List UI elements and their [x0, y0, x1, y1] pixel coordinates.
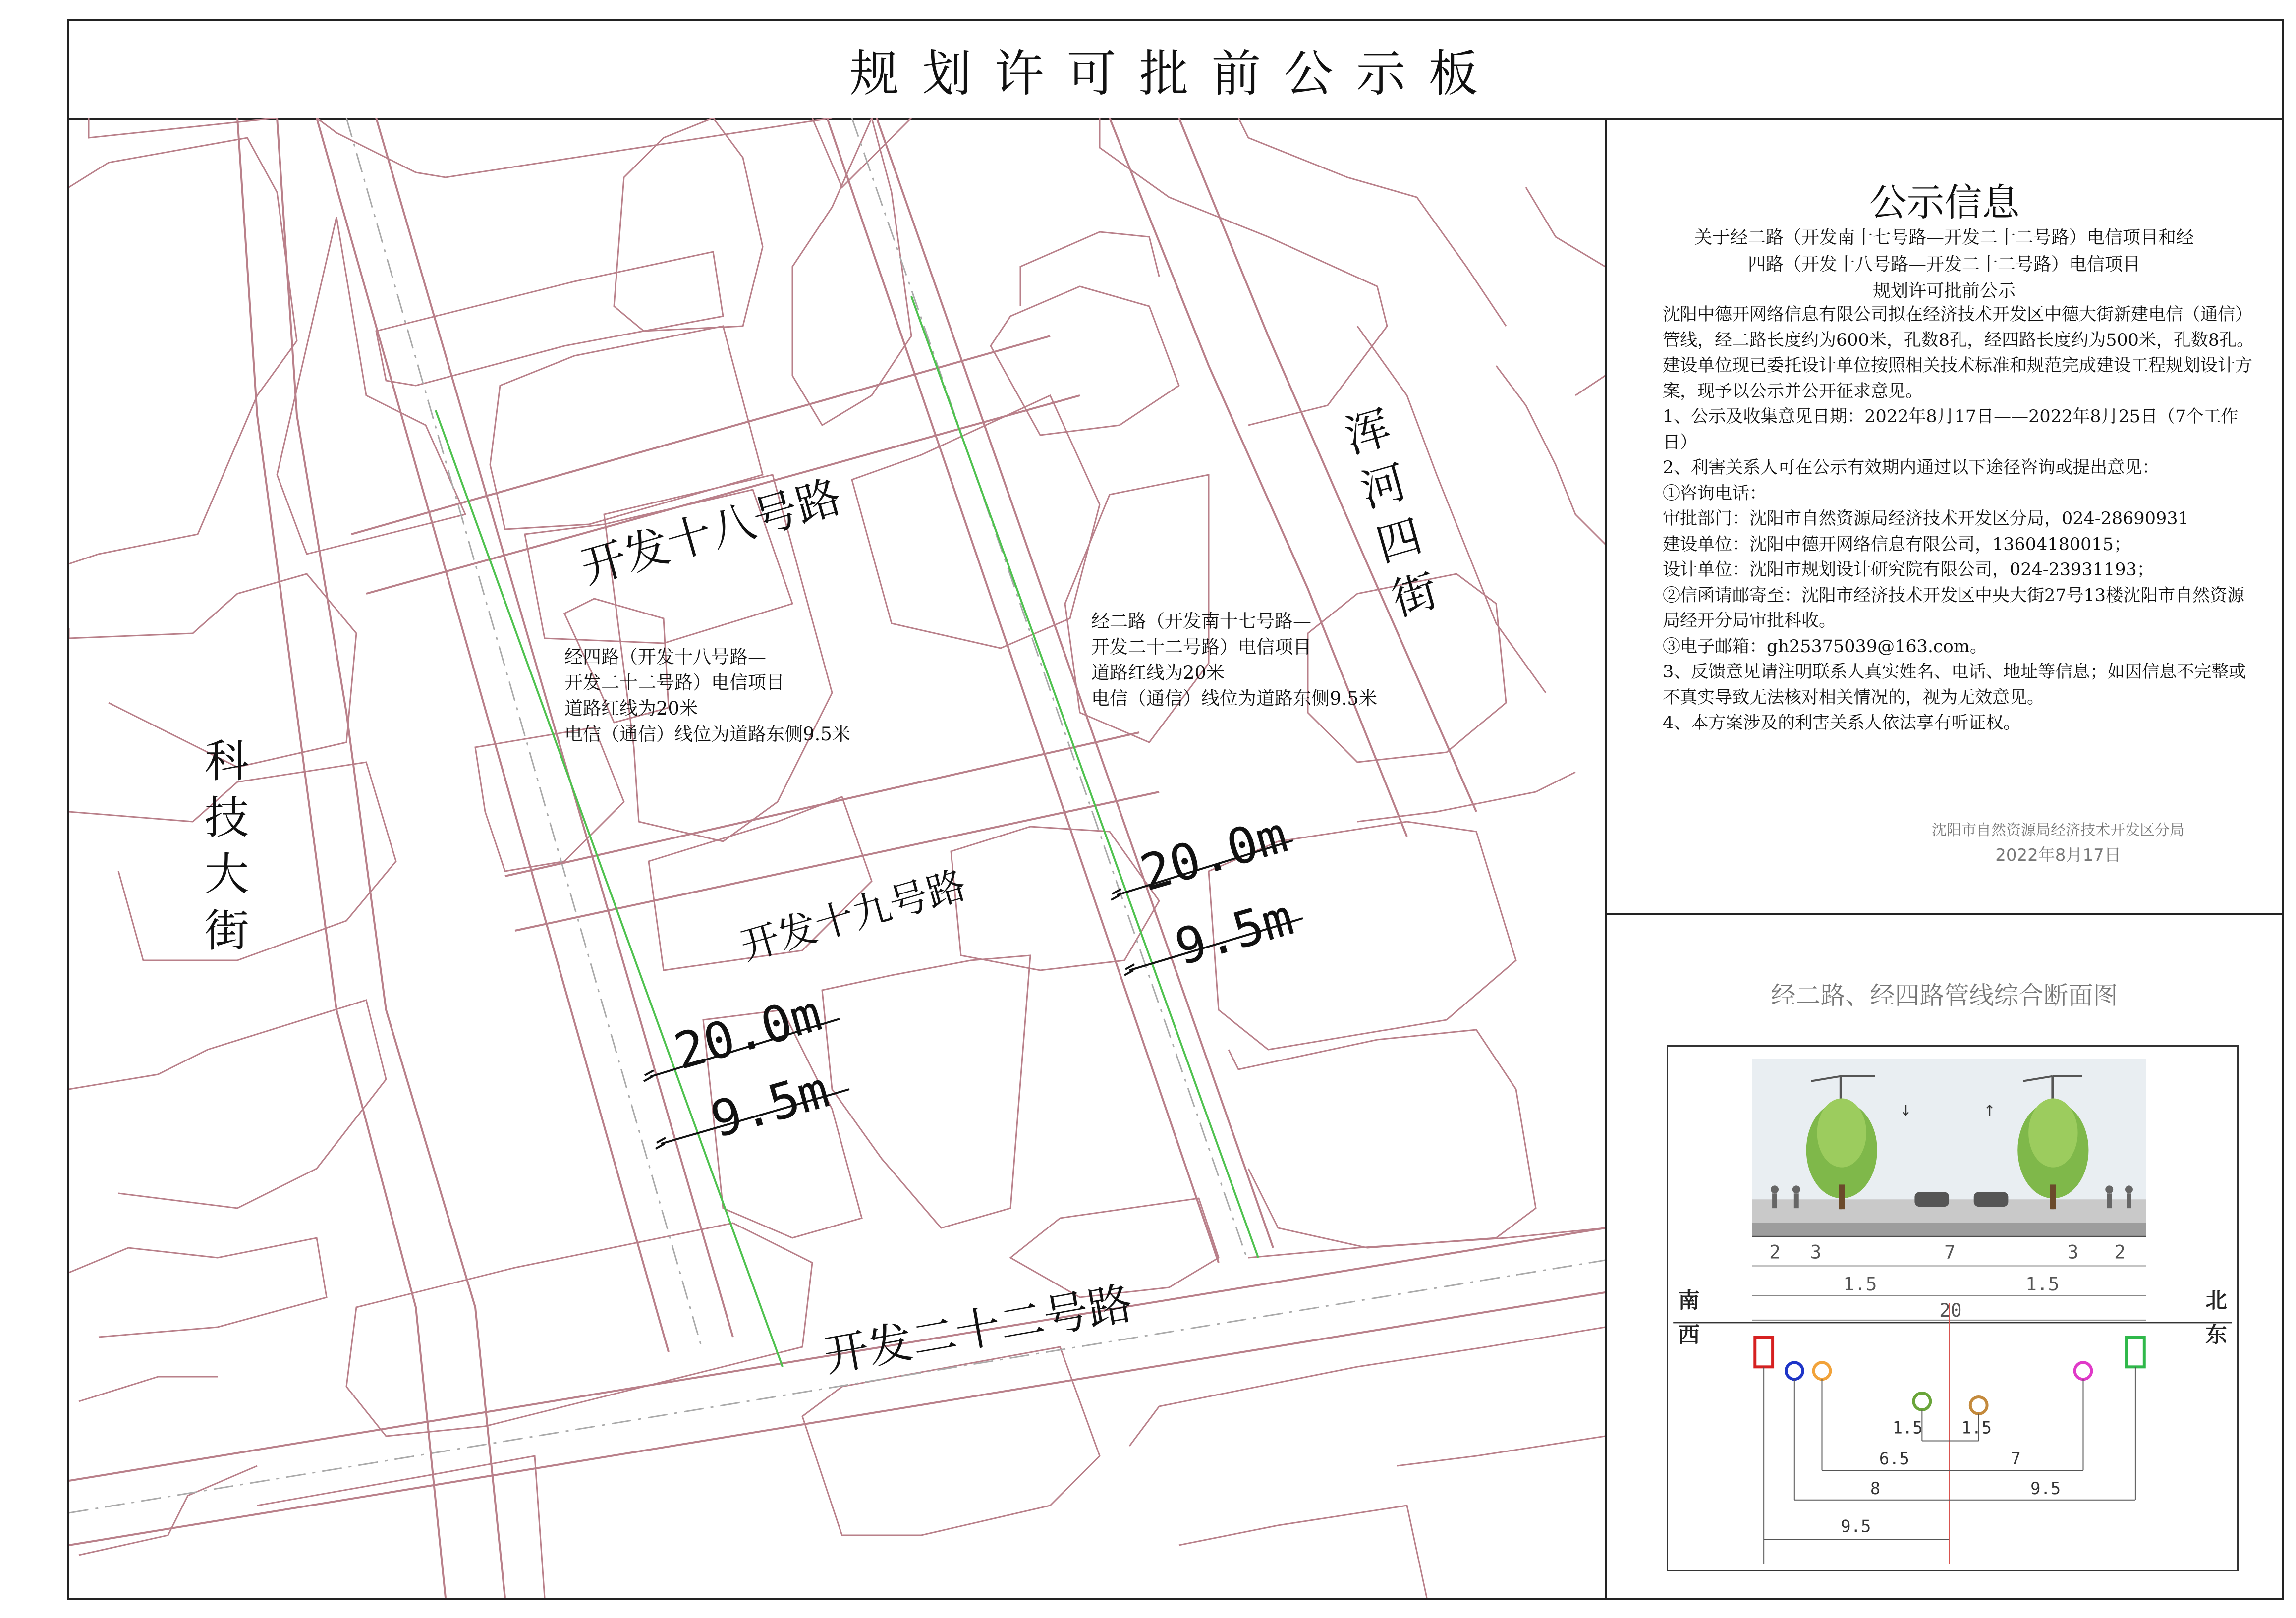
info-paragraph: ③电子邮箱：gh25375039@163.com。: [1663, 636, 1987, 657]
svg-text:1.5: 1.5: [2025, 1273, 2060, 1295]
issue-date: 2022年8月17日: [1995, 845, 2121, 865]
road-label-hunhe: 浑河四街: [1332, 403, 1445, 635]
svg-text:6.5: 6.5: [1879, 1449, 1909, 1469]
info-paragraph: 设计单位：沈阳市规划设计研究院有限公司，024-23931193；: [1663, 560, 2154, 580]
svg-text:开发二十二号路）电信项目: 开发二十二号路）电信项目: [564, 672, 784, 693]
dim-offset-left: 9.5m: [704, 1060, 836, 1150]
water-pipe-icon: [1786, 1362, 1803, 1379]
info-paragraph: 2、利害关系人可在公示有效期内通过以下途径咨询或提出意见：: [1663, 458, 2160, 478]
svg-text:1.5: 1.5: [1961, 1418, 1992, 1438]
info-paragraph: 审批部门：沈阳市自然资源局经济技术开发区分局，024-28690931: [1663, 509, 2189, 529]
road-label-kaifa22: 开发二十二号路: [820, 1277, 1137, 1383]
issuing-org: 沈阳市自然资源局经济技术开发区分局: [1932, 822, 2184, 839]
svg-text:1.5: 1.5: [1843, 1273, 1877, 1295]
heating-pipe-icon: [1970, 1397, 1987, 1414]
svg-text:9.5: 9.5: [1841, 1516, 1871, 1536]
info-paragraph: ①咨询电话：: [1663, 483, 1767, 503]
svg-text:道路红线为20米: 道路红线为20米: [564, 698, 698, 719]
svg-text:1.5: 1.5: [1892, 1418, 1923, 1438]
dir-south: 南: [1678, 1288, 1700, 1314]
svg-text:2: 2: [2114, 1241, 2126, 1263]
dim-width-right: 20.0m: [1134, 805, 1293, 903]
annotation-right: [1091, 611, 1377, 709]
road-label-kaifa19: 开发十九号路: [735, 862, 971, 970]
street-illustration: [1752, 1059, 2146, 1236]
car-icon: [1914, 1192, 1949, 1207]
info-panel: [1607, 118, 2282, 913]
annotation-left: [564, 646, 850, 745]
info-paragraph: 3、反馈意见请注明联系人真实姓名、电话、地址等信息；如因信息不完整或不真实导致无法核对相关情况的，视为无效意见。: [1663, 662, 2246, 708]
dim-width-left: 20.0m: [668, 984, 828, 1081]
pipe-dims: [1841, 1418, 2061, 1536]
road-label-keji: 科技大街: [196, 737, 249, 963]
dir-west: 西: [1678, 1322, 1700, 1348]
svg-text:经四路（开发十八号路—: 经四路（开发十八号路—: [564, 646, 766, 668]
info-paragraph: 4、本方案涉及的利害关系人依法享有听证权。: [1663, 713, 2021, 733]
svg-text:9.5: 9.5: [2030, 1478, 2061, 1498]
dir-east: 东: [2205, 1322, 2227, 1348]
svg-text:7: 7: [1944, 1241, 1956, 1263]
svg-text:道路红线为20米: 道路红线为20米: [1091, 662, 1225, 683]
section-frame: [1667, 1045, 2239, 1571]
svg-text:3: 3: [2067, 1241, 2079, 1263]
power-pipe-icon: [1755, 1338, 1773, 1367]
info-subtitle-line: 四路（开发十八号路—开发二十二号路）电信项目: [1747, 254, 2140, 275]
info-paragraph: 建设单位：沈阳中德开网络信息有限公司，13604180015；: [1663, 534, 2131, 555]
jinger-project-line: [911, 296, 1258, 1258]
section-title: 经二路、经四路管线综合断面图: [1771, 981, 2118, 1010]
project-lines: [436, 296, 1258, 1367]
svg-text:开发二十二号路）电信项目: 开发二十二号路）电信项目: [1091, 636, 1311, 658]
reclaimed-water-icon: [1913, 1393, 1930, 1410]
info-paragraph: 沈阳中德开网络信息有限公司拟在经济技术开发区中德大街新建电信（通信）管线，经二路长度约为600米，孔数8孔，经四路长度约为500米，孔数8孔。建设单位现已委托设计单位按照相关技术标准和规范完成建设工程规划设计方案，现予以公示并公开征求意见。: [1663, 305, 2254, 401]
cross-section-panel: [1607, 915, 2282, 1598]
svg-text:经二路（开发南十七号路—: 经二路（开发南十七号路—: [1091, 611, 1311, 632]
gas-pipe-icon: [1814, 1362, 1831, 1379]
info-heading: 公示信息: [1869, 180, 2020, 224]
bulletin-board: [67, 19, 2284, 1600]
car-icon: [1974, 1192, 2009, 1207]
svg-text:↓: ↓: [1900, 1098, 1912, 1121]
svg-text:20: 20: [1939, 1299, 1962, 1321]
info-subtitle: [1667, 224, 2222, 305]
info-body: [1663, 302, 2257, 736]
info-subtitle-line: 关于经二路（开发南十七号路—开发二十二号路）电信项目和经: [1694, 227, 2194, 248]
info-paragraph: 1、公示及收集意见日期：2022年8月17日——2022年8月25日（7个工作日）: [1663, 407, 2239, 452]
svg-text:电信（通信）线位为道路东侧9.5米: 电信（通信）线位为道路东侧9.5米: [1091, 688, 1377, 709]
page-title: 规划许可批前公示板: [849, 45, 1501, 103]
title-bar: [69, 21, 2282, 120]
telecom-duct-icon: [2127, 1338, 2144, 1367]
svg-text:8: 8: [1870, 1478, 1881, 1498]
svg-text:↑: ↑: [1983, 1098, 1996, 1121]
info-subtitle-line: 规划许可批前公示: [1872, 281, 2016, 301]
pipeline-symbols: [1755, 1338, 2144, 1414]
svg-text:3: 3: [1810, 1241, 1822, 1263]
lane-widths: [1769, 1241, 2126, 1321]
info-paragraph: ②信函请邮寄至：沈阳市经济技术开发区中央大街27号13楼沈阳市自然资源局经开分局审批科收。: [1663, 585, 2245, 631]
dir-north: 北: [2205, 1288, 2227, 1314]
svg-text:电信（通信）线位为道路东侧9.5米: 电信（通信）线位为道路东侧9.5米: [564, 724, 850, 745]
svg-text:2: 2: [1769, 1241, 1781, 1263]
svg-text:7: 7: [2011, 1449, 2021, 1469]
telecom-icon: [2075, 1362, 2092, 1379]
dim-offset-right: 9.5m: [1169, 888, 1300, 977]
planning-map: [69, 118, 1605, 1598]
road-label-kaifa18: 开发十八号路: [575, 470, 847, 595]
